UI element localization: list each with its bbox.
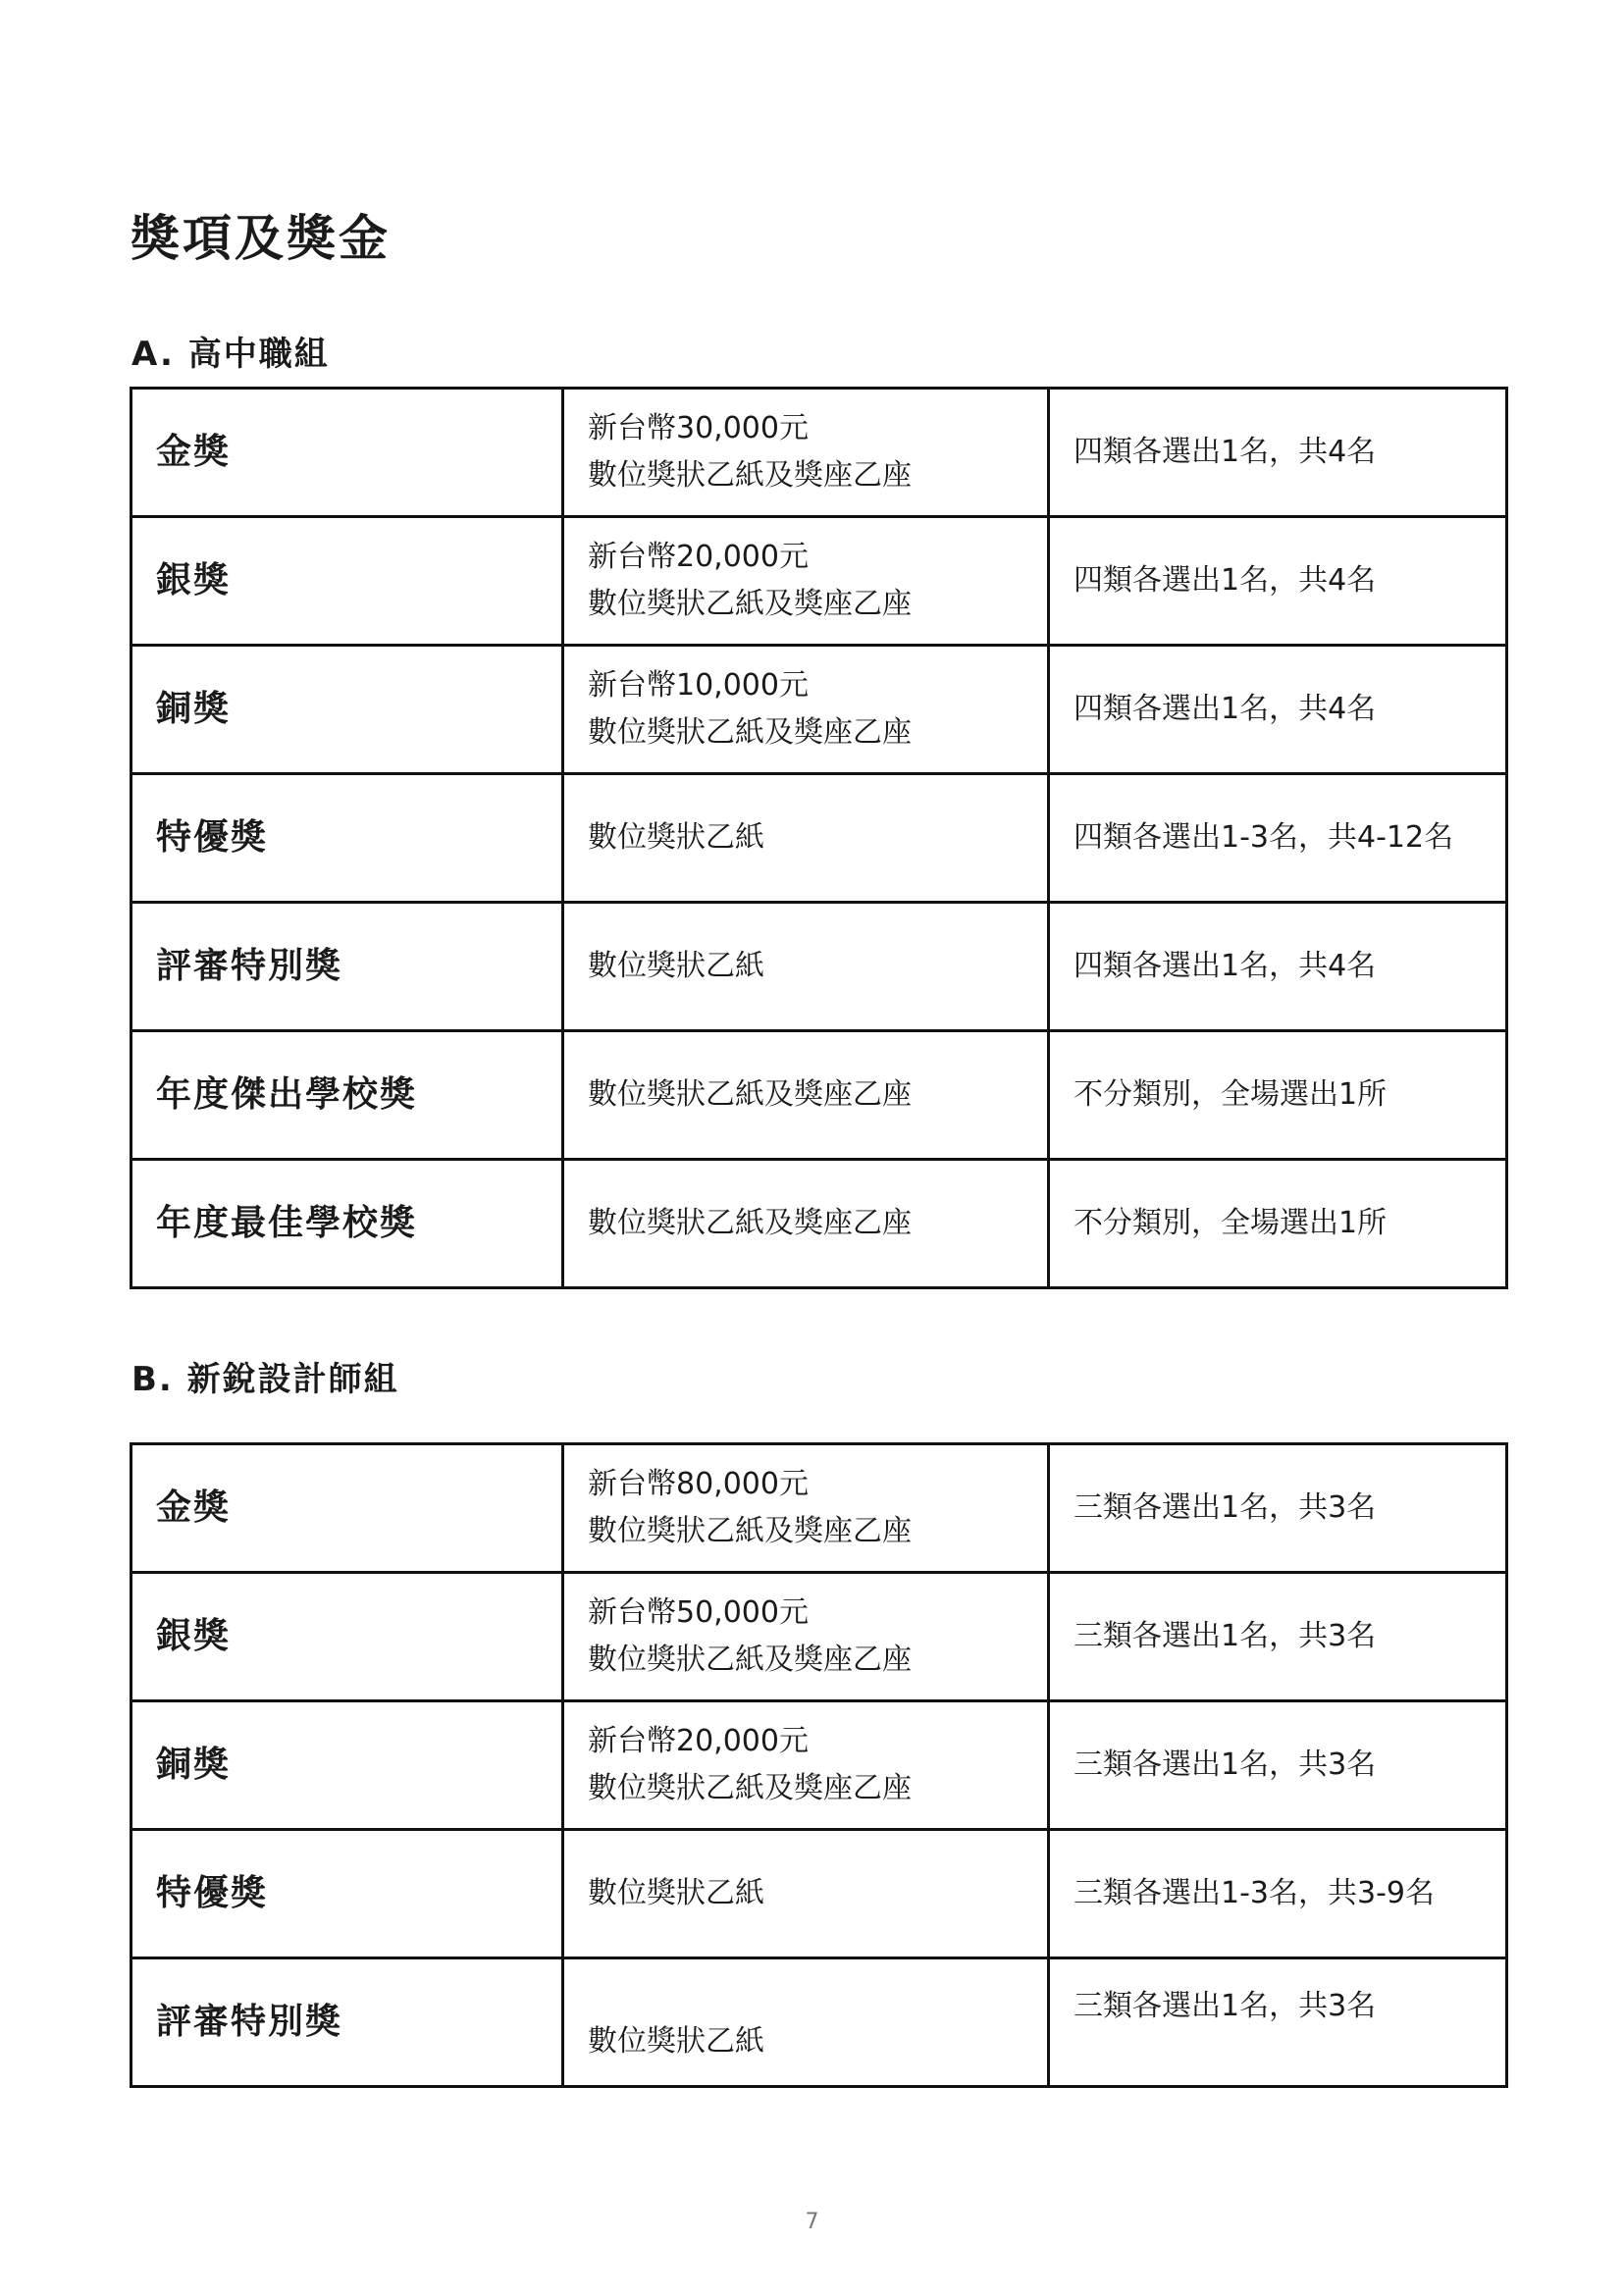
prize-amount: 新台幣30,000元	[588, 411, 809, 445]
quota: 四類各選出1名，共4名	[1049, 903, 1507, 1031]
award-name: 銀獎	[131, 517, 563, 646]
prize-amount: 新台幣10,000元	[588, 668, 809, 703]
quota: 四類各選出1名，共4名	[1049, 517, 1507, 646]
award-name: 年度傑出學校獎	[131, 1031, 563, 1160]
quota: 四類各選出1名，共4名	[1049, 646, 1507, 774]
quota: 不分類別，全場選出1所	[1049, 1160, 1507, 1288]
award-name: 金獎	[131, 389, 563, 517]
prize-items: 數位獎狀乙紙	[563, 1830, 1049, 1958]
table-row	[131, 389, 1507, 517]
prize-cell	[563, 1701, 1049, 1830]
prize-items: 數位獎狀乙紙及獎座乙座	[588, 1771, 912, 1805]
prize-items: 數位獎狀乙紙	[563, 1958, 1049, 2087]
prize-cell	[563, 1444, 1049, 1573]
page-number: 7	[805, 2210, 819, 2234]
award-name: 銅獎	[131, 1701, 563, 1830]
quota: 三類各選出1名，共3名	[1049, 1573, 1507, 1701]
award-name: 銅獎	[131, 646, 563, 774]
award-name: 銀獎	[131, 1573, 563, 1701]
table-row	[131, 1701, 1507, 1830]
award-name: 評審特別獎	[131, 903, 563, 1031]
quota: 不分類別，全場選出1所	[1049, 1031, 1507, 1160]
quota: 四類各選出1名，共4名	[1049, 389, 1507, 517]
prize-cell	[563, 389, 1049, 517]
prize-cell	[563, 517, 1049, 646]
prize-items: 數位獎狀乙紙	[563, 903, 1049, 1031]
table-row	[131, 1031, 1507, 1160]
quota: 四類各選出1-3名，共4-12名	[1049, 774, 1507, 903]
prize-items: 數位獎狀乙紙及獎座乙座	[563, 1031, 1049, 1160]
table-row	[131, 1444, 1507, 1573]
table-row	[131, 517, 1507, 646]
prize-items: 數位獎狀乙紙及獎座乙座	[588, 1643, 912, 1677]
quota: 三類各選出1-3名，共3-9名	[1049, 1830, 1507, 1958]
table-row	[131, 774, 1507, 903]
table-row	[131, 646, 1507, 774]
prize-amount: 新台幣80,000元	[588, 1467, 809, 1501]
prize-items: 數位獎狀乙紙及獎座乙座	[588, 1514, 912, 1548]
quota: 三類各選出1名，共3名	[1049, 1444, 1507, 1573]
quota: 三類各選出1名，共3名	[1049, 1958, 1507, 2087]
award-name: 評審特別獎	[131, 1958, 563, 2087]
table-row	[131, 903, 1507, 1031]
table-row	[131, 1958, 1507, 2087]
award-name: 特優獎	[131, 774, 563, 903]
table-row	[131, 1573, 1507, 1701]
award-table-designer	[130, 1442, 1508, 2088]
table-row	[131, 1160, 1507, 1288]
prize-amount: 新台幣20,000元	[588, 540, 809, 574]
prize-amount: 新台幣50,000元	[588, 1595, 809, 1630]
table-row	[131, 1830, 1507, 1958]
prize-items: 數位獎狀乙紙及獎座乙座	[588, 458, 912, 493]
award-name: 金獎	[131, 1444, 563, 1573]
prize-items: 數位獎狀乙紙	[563, 774, 1049, 903]
award-name: 年度最佳學校獎	[131, 1160, 563, 1288]
prize-items: 數位獎狀乙紙及獎座乙座	[563, 1160, 1049, 1288]
prize-cell	[563, 646, 1049, 774]
section-a-heading: A. 高中職組	[131, 335, 330, 374]
page-title: 獎項及獎金	[131, 210, 391, 267]
prize-cell	[563, 1573, 1049, 1701]
prize-amount: 新台幣20,000元	[588, 1724, 809, 1758]
quota: 三類各選出1名，共3名	[1049, 1701, 1507, 1830]
prize-items: 數位獎狀乙紙及獎座乙座	[588, 715, 912, 750]
award-name: 特優獎	[131, 1830, 563, 1958]
award-table-high-school	[130, 387, 1508, 1289]
prize-items: 數位獎狀乙紙及獎座乙座	[588, 587, 912, 621]
section-b-heading: B. 新銳設計師組	[131, 1360, 399, 1399]
